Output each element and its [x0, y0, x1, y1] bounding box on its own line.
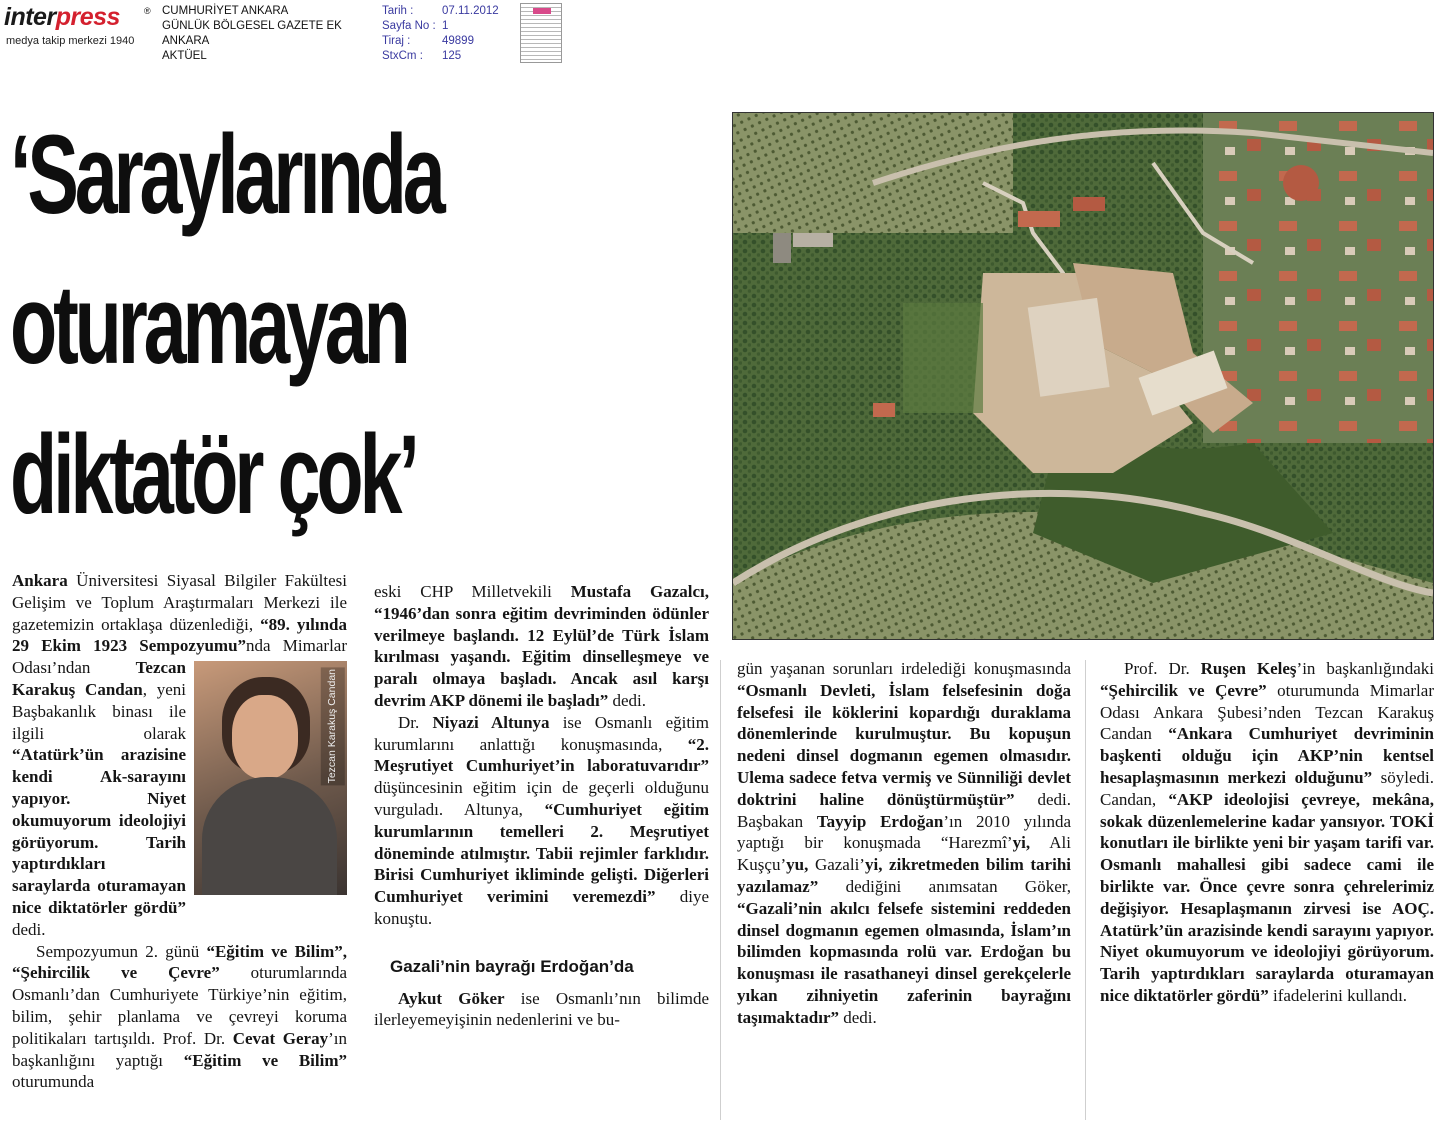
registered-mark: ® — [144, 6, 151, 16]
portrait-face — [232, 695, 298, 779]
article-column-1 — [12, 570, 347, 1093]
paragraph: Ankara Üniversitesi Siyasal Bilgiler Fakültesi Gelişim ve Toplum Araştırmaları Merkezi ile gazetemizin ortaklaşa düzenlediği, “89. yılında 29 Ekim 1923 Sempozyumu”nda Tezcan Karakuş Candan Mimarlar Odası’ndan Tezcan Karakuş Candan, yeni Başbakanlık binası ile ilgili olarak “Atatürk’ün arazisine kendi Ak-sarayını yapıyor. Niyet okumuyorum ideolojiyi görüyorum. Tarih yaptırdıkları saraylarda oturamayan nice diktatörler gördü” dedi. — [12, 571, 347, 939]
article-column-3 — [737, 658, 1071, 1029]
column-divider — [720, 660, 721, 1120]
page-thumbnail[interactable] — [520, 3, 562, 63]
paragraph: Aykut Göker ise Osmanlı’nın bilimde ilerleyemeyişinin nedenlerini ve bu- — [374, 988, 709, 1030]
meta-row-date — [382, 4, 499, 19]
source-line: AKTÜEL — [162, 50, 207, 62]
logo-wordmark — [4, 2, 120, 32]
logo-text-red: press — [55, 3, 120, 31]
column-divider — [1085, 660, 1086, 1120]
paragraph: Dr. Niyazi Altunya ise Osmanlı eğitim kurumlarını anlattığı konuşmasında, “2. Meşrutiyet Cumhuriyet’in laboratuvarıdır” düşüncesinin eğitim için de geçerli olduğunu vurguladı. Altunya, “Cumhuriyet eğitim kurumlarının temelleri 2. Meşrutiyet döneminde atılmıştır. Tabii rejimler farklıdır. Birisi Cumhuriyet ikliminde gelişti. Diğerleri Cumhuriyet verimini veremezdi” diye konuştu. — [374, 712, 710, 928]
meta-row-page — [382, 19, 499, 34]
interpress-logo — [4, 2, 154, 50]
clipping-meta — [382, 4, 499, 64]
paragraph: eski CHP Milletvekili Mustafa Gazalcı, “1946’dan sonra eğitim devriminden ödünler verilmeye başlandı. 12 Eylül’de Türk İslam kırılması yaşandı. Eğitim dinselleşmeye ve paralı olmaya başladı. Ancak asıl karşı devrim AKP dönemi ile başladı” dedi. — [374, 582, 709, 710]
headline — [10, 100, 493, 550]
article-subhead: Gazali’nin bayrağı Erdoğan’da — [390, 956, 634, 976]
article-column-2 — [374, 581, 709, 1031]
meta-label: Sayfa No : — [382, 20, 436, 32]
meta-label: Tiraj : — [382, 35, 411, 47]
portrait-body — [202, 777, 337, 895]
meta-label: Tarih : — [382, 5, 414, 17]
headline-line: diktatör çok’ — [10, 412, 416, 537]
headline-line: ‘Saraylarında — [10, 112, 442, 237]
meta-value: 125 — [442, 50, 462, 62]
source-line: ANKARA — [162, 35, 210, 47]
aerial-photo-graphic — [733, 113, 1433, 639]
paragraph: Prof. Dr. Ruşen Keleş’in başkanlığındaki “Şehircilik ve Çevre” oturumunda Mimarlar Odası Ankara Şubesi’nden Tezcan Karakuş Candan “Ankara Cumhuriyet devriminin başkenti olduğu için AKP’nin kentsel hesaplaşmasının merkezi olduğunu” söyledi. Candan, “AKP ideolojisi çevreye, mekâna, sokak düzenlemelerine kadar yansıyor. TOKİ konutları ile birlikte yeni bir yaşam tarifi var. Osmanlı mahallesi gibi sadece cami ile birlikte var. Önce çevre sonra çehrelerimiz değişiyor. Hesaplaşmanın zirvesi ise AOÇ. Atatürk’ün arazisinde kendi sarayını yapıyor. Niyet okumuyorum ve ideolojiyi görüyorum. Tarih yaptırdıkları saraylarda oturamayan nice diktatörler gördü” ifadelerini kullandı. — [1100, 659, 1435, 1005]
paragraph: gün yaşanan sorunları irdelediği konuşmasında “Osmanlı Devleti, İslam felsefesinin doğa felsefesi ile köklerini kopardığı duraklama dönemlerinde kurulmuştur. Bu kopuşun nedeni dinsel dogmanın egemen olmasıdır. Ulema sadece fetva vermiş ve Sünniliği devlet doktrini haline dönüştürmüştür” dedi. Başbakan Tayyip Erdoğan’ın 2010 yılında yaptığı bir konuşmada “Harezmî’yi, Ali Kuşçu’yu, Gazali’yi, zikretmeden bilim tarihi yazılamaz” dediğini anımsatan Göker, “Gazali’nin akılcı felsefe sistemini reddeden dinsel dogmanın egemen olmasında, İslam’ın bilimden kopmasında rolü var. Erdoğan bu konuşması ile rasathaneyi dinsel gerekçelerle yıkan zihniyetin zaferinin bayrağını taşımaktadır” dedi. — [737, 659, 1071, 1027]
aerial-photo — [732, 112, 1434, 640]
paragraph: Sempozyumun 2. günü “Eğitim ve Bilim”, “Şehircilik ve Çevre” oturumlarında Osmanlı’dan Cumhuriyete Türkiye’nin eğitim, bilim, şehir planlama ve çevreyi koruma politikaları tartışıldı. Prof. Dr. Cevat Geray’ın başkanlığını yaptığı “Eğitim ve Bilim” oturumunda — [12, 941, 347, 1092]
photo-credit: Tezcan Karakuş Candan — [321, 667, 345, 785]
clipping-header — [0, 0, 1456, 72]
source-info — [162, 4, 342, 64]
meta-label: StxCm : — [382, 50, 423, 62]
logo-text-dark: inter — [4, 3, 56, 31]
logo-tagline: medya takip merkezi 1940 — [6, 35, 135, 47]
article-column-4 — [1100, 658, 1434, 1007]
meta-row-circulation — [382, 34, 499, 49]
headline-line: oturamayan — [10, 262, 407, 387]
source-line: GÜNLÜK BÖLGESEL GAZETE EK — [162, 20, 342, 32]
meta-value: 1 — [442, 20, 449, 32]
meta-value: 49899 — [442, 35, 474, 47]
meta-row-stxcm — [382, 49, 499, 64]
source-line: CUMHURİYET ANKARA — [162, 5, 289, 17]
speaker-portrait — [194, 661, 347, 895]
meta-value: 07.11.2012 — [442, 5, 499, 17]
